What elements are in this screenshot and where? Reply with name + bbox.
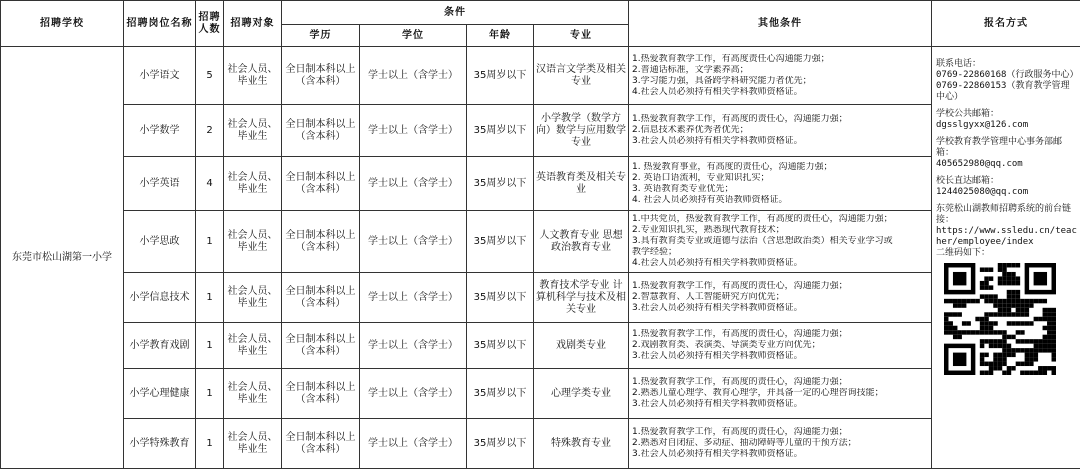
cell-requirements bbox=[629, 323, 932, 369]
table-row bbox=[1, 211, 1080, 273]
requirement-line: 1.中共党员，热爱教育教学工作，有高度的责任心，沟通能力强； bbox=[632, 214, 929, 225]
cell-requirements bbox=[629, 273, 932, 323]
cell-major: 汉语言文学类及相关专业 bbox=[534, 47, 629, 105]
cell-edu: 全日制本科以上（含本科） bbox=[282, 105, 360, 157]
phone-1: 0769-22860168（行政服务中心） bbox=[936, 70, 1077, 81]
cell-edu: 全日制本科以上（含本科） bbox=[282, 419, 360, 469]
requirement-line: 2.戏剧教育类、表演类、导演类专业方向优先； bbox=[632, 340, 929, 351]
cell-num: 1 bbox=[196, 323, 224, 369]
cell-post: 小学语文 bbox=[124, 47, 196, 105]
cell-major: 小学教学（数学方向）数学与应用数学专业 bbox=[534, 105, 629, 157]
requirement-line: 1.热爱教育教学工作，有高度的责任心，沟通能力强； bbox=[632, 427, 929, 438]
cell-num: 1 bbox=[196, 211, 224, 273]
cell-degree: 学士以上（含学士） bbox=[360, 157, 467, 211]
requirement-line: 3.社会人员必须持有相关学科教师资格证。 bbox=[632, 351, 929, 362]
requirement-line: 1.热爱教育教学工作，有高度的责任心，沟通能力强； bbox=[632, 281, 929, 292]
cell-degree: 学士以上（含学士） bbox=[360, 323, 467, 369]
cell-post: 小学教育戏剧 bbox=[124, 323, 196, 369]
cell-age: 35周岁以下 bbox=[467, 419, 534, 469]
header-school: 招聘学校 bbox=[1, 1, 124, 47]
cell-post: 小学特殊教育 bbox=[124, 419, 196, 469]
header-other: 其他条件 bbox=[629, 1, 932, 47]
header-apply: 报名方式 bbox=[932, 1, 1080, 47]
cell-num: 1 bbox=[196, 369, 224, 419]
requirement-line: 3. 英语教育类专业优先； bbox=[632, 184, 929, 195]
school-email[interactable]: dgsslgyxx@126.com bbox=[936, 120, 1077, 131]
cell-edu: 全日制本科以上（含本科） bbox=[282, 47, 360, 105]
header-target: 招聘对象 bbox=[224, 1, 282, 47]
cell-post: 小学心理健康 bbox=[124, 369, 196, 419]
qr-code-icon bbox=[944, 263, 1056, 375]
cell-requirements bbox=[629, 419, 932, 469]
cell-post: 小学数学 bbox=[124, 105, 196, 157]
requirement-line: 2.专业知识扎实，熟悉现代教育技术； bbox=[632, 225, 929, 236]
school-name: 东莞市松山湖第一小学 bbox=[1, 47, 124, 469]
cell-age: 35周岁以下 bbox=[467, 369, 534, 419]
cell-major: 特殊教育专业 bbox=[534, 419, 629, 469]
requirement-line: 1.热爱教育教学工作，有高度的责任心，沟通能力强； bbox=[632, 329, 929, 340]
requirement-line: 3.社会人员必须持有相关学科教师资格证。 bbox=[632, 449, 929, 460]
requirement-line: 2.智慧教育、人工智能研究方向优先； bbox=[632, 292, 929, 303]
table-row bbox=[1, 273, 1080, 323]
cell-degree: 学士以上（含学士） bbox=[360, 105, 467, 157]
cell-requirements bbox=[629, 369, 932, 419]
cell-num: 4 bbox=[196, 157, 224, 211]
cell-degree: 学士以上（含学士） bbox=[360, 273, 467, 323]
cell-target: 社会人员、毕业生 bbox=[224, 323, 282, 369]
requirement-line: 3.社会人员必须持有相关学科教师资格证。 bbox=[632, 303, 929, 314]
cell-age: 35周岁以下 bbox=[467, 211, 534, 273]
cell-edu: 全日制本科以上（含本科） bbox=[282, 157, 360, 211]
header-major: 专业 bbox=[534, 25, 629, 47]
cell-age: 35周岁以下 bbox=[467, 323, 534, 369]
table-row bbox=[1, 419, 1080, 469]
requirement-line: 4.社会人员必须持有相关学科教师资格证。 bbox=[632, 87, 929, 98]
requirement-line: 2. 英语口语流利，专业知识扎实； bbox=[632, 173, 929, 184]
principal-email[interactable]: 1244025080@qq.com bbox=[936, 187, 1077, 198]
cell-requirements bbox=[629, 47, 932, 105]
cell-major: 教育技术学专业 计算机科学与技术及相关专业 bbox=[534, 273, 629, 323]
cell-major: 戏剧类专业 bbox=[534, 323, 629, 369]
requirement-line: 1. 热爱教育事业，有高度的责任心，沟通能力强； bbox=[632, 162, 929, 173]
requirement-line: 教学经验； bbox=[632, 247, 929, 258]
requirement-line: 2.信息技术素养优秀者优先； bbox=[632, 125, 929, 136]
table-row bbox=[1, 157, 1080, 211]
phone-label: 联系电话： bbox=[936, 59, 1077, 70]
cell-edu: 全日制本科以上（含本科） bbox=[282, 273, 360, 323]
requirement-line: 1.热爱教育教学工作，有高度的责任心，沟通能力强； bbox=[632, 377, 929, 388]
requirement-line: 3.学习能力强，具备跨学科研究能力者优先； bbox=[632, 76, 929, 87]
cell-degree: 学士以上（含学士） bbox=[360, 211, 467, 273]
cell-major: 人文教育专业 思想政治教育专业 bbox=[534, 211, 629, 273]
school-email-label: 学校公共邮箱： bbox=[936, 109, 1077, 120]
cell-target: 社会人员、毕业生 bbox=[224, 47, 282, 105]
requirement-line: 3.社会人员必须持有相关学科教师资格证。 bbox=[632, 136, 929, 147]
cell-target: 社会人员、毕业生 bbox=[224, 369, 282, 419]
system-label: 东莞松山湖教师招聘系统的前台链接： bbox=[936, 204, 1077, 226]
cell-num: 1 bbox=[196, 419, 224, 469]
header-post: 招聘岗位名称 bbox=[124, 1, 196, 47]
cell-age: 35周岁以下 bbox=[467, 105, 534, 157]
cell-post: 小学英语 bbox=[124, 157, 196, 211]
cell-edu: 全日制本科以上（含本科） bbox=[282, 323, 360, 369]
requirement-line: 3.具有教育类专业或道德与法治（含思想政治类）相关专业学习或 bbox=[632, 236, 929, 247]
requirement-line: 1.热爱教育教学工作，有高度责任心沟通能力强； bbox=[632, 54, 929, 65]
cell-degree: 学士以上（含学士） bbox=[360, 419, 467, 469]
phone-2: 0769-22860153（教育教学管理中心） bbox=[936, 81, 1077, 103]
cell-post: 小学信息技术 bbox=[124, 273, 196, 323]
cell-requirements bbox=[629, 211, 932, 273]
cell-requirements bbox=[629, 105, 932, 157]
header-age: 年龄 bbox=[467, 25, 534, 47]
requirement-line: 4. 社会人员必须持有英语教师资格证。 bbox=[632, 195, 929, 206]
cell-target: 社会人员、毕业生 bbox=[224, 157, 282, 211]
cell-requirements bbox=[629, 157, 932, 211]
requirement-line: 2.普通话标准，文学素养高； bbox=[632, 65, 929, 76]
header-degree: 学位 bbox=[360, 25, 467, 47]
cell-major: 心理学类专业 bbox=[534, 369, 629, 419]
cell-post: 小学思政 bbox=[124, 211, 196, 273]
requirement-line: 3.社会人员必须持有相关学科教师资格证。 bbox=[632, 399, 929, 410]
header-num: 招聘人数 bbox=[196, 1, 224, 47]
table-row bbox=[1, 105, 1080, 157]
cell-num: 5 bbox=[196, 47, 224, 105]
cell-target: 社会人员、毕业生 bbox=[224, 211, 282, 273]
cell-degree: 学士以上（含学士） bbox=[360, 369, 467, 419]
header-conditions: 条件 bbox=[282, 1, 629, 25]
cell-edu: 全日制本科以上（含本科） bbox=[282, 211, 360, 273]
cell-degree: 学士以上（含学士） bbox=[360, 47, 467, 105]
cell-age: 35周岁以下 bbox=[467, 273, 534, 323]
cell-target: 社会人员、毕业生 bbox=[224, 419, 282, 469]
cell-target: 社会人员、毕业生 bbox=[224, 105, 282, 157]
requirement-line: 2.熟悉对自闭症、多动症、抽动障碍等儿童的干预方法； bbox=[632, 438, 929, 449]
cell-num: 2 bbox=[196, 105, 224, 157]
requirement-line: 1.热爱教育教学工作，有高度的责任心，沟通能力强； bbox=[632, 114, 929, 125]
cell-edu: 全日制本科以上（含本科） bbox=[282, 369, 360, 419]
cell-target: 社会人员、毕业生 bbox=[224, 273, 282, 323]
table-row bbox=[1, 47, 1080, 105]
requirement-line: 2.熟悉儿童心理学、教育心理学，并具备一定的心理咨询技能； bbox=[632, 388, 929, 399]
cell-num: 1 bbox=[196, 273, 224, 323]
cell-age: 35周岁以下 bbox=[467, 157, 534, 211]
cell-major: 英语教育类及相关专业 bbox=[534, 157, 629, 211]
cell-age: 35周岁以下 bbox=[467, 47, 534, 105]
principal-email-label: 校长直达邮箱： bbox=[936, 176, 1077, 187]
system-link[interactable]: https://www.ssledu.cn/teacher/employee/index bbox=[936, 226, 1077, 248]
qr-label: 二维码如下： bbox=[936, 248, 1077, 259]
header-edu: 学历 bbox=[282, 25, 360, 47]
center-email[interactable]: 405652980@qq.com bbox=[936, 159, 1077, 170]
table-row bbox=[1, 369, 1080, 419]
requirement-line: 4.社会人员必须持有相关学科教师资格证。 bbox=[632, 258, 929, 269]
contact-info bbox=[932, 47, 1080, 469]
table-row bbox=[1, 323, 1080, 369]
center-email-label: 学校教育教学管理中心事务部邮箱： bbox=[936, 137, 1077, 159]
